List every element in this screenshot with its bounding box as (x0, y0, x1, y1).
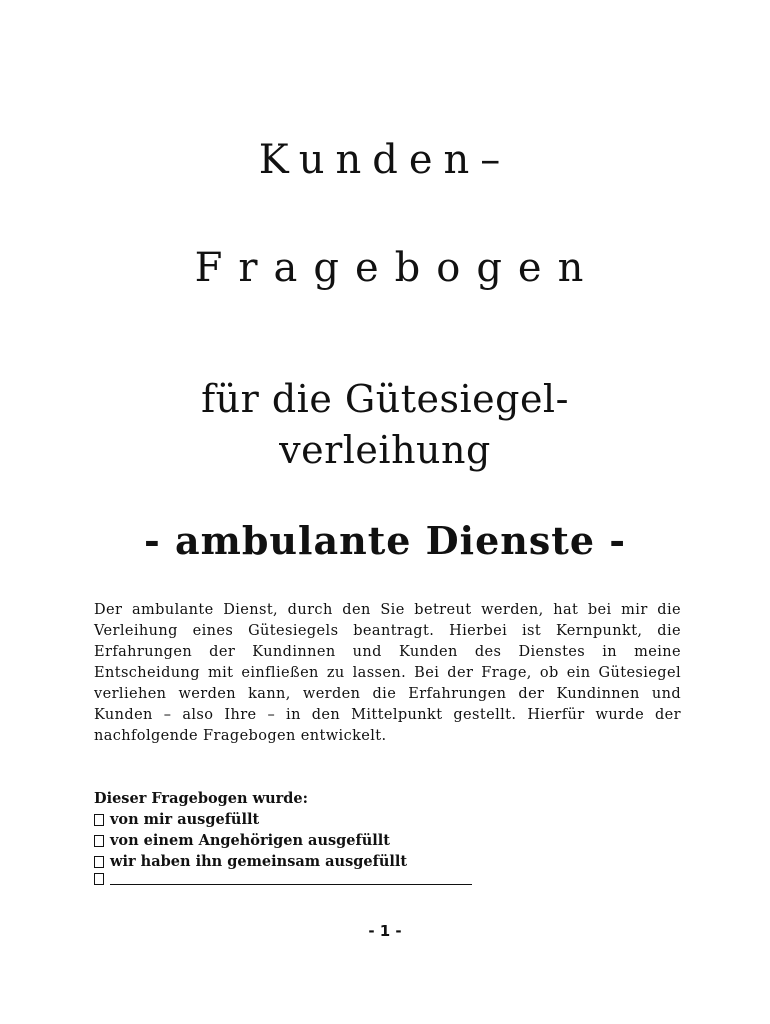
checklist-option-label: von mir ausgefüllt (110, 811, 260, 828)
checklist-heading (94, 788, 594, 809)
checkbox[interactable] (94, 873, 104, 885)
page-number: - 1 - (368, 922, 402, 940)
checklist-option-label: von einem Angehörigen ausgefüllt (110, 832, 391, 849)
checkbox[interactable] (94, 814, 104, 826)
blank-fill-in-line[interactable] (110, 872, 472, 885)
title-line-verleihung: verleihung (279, 428, 491, 472)
title-line-guetesiegel: für die Gütesiegel- (201, 377, 569, 421)
title-line-fragebogen: Fragebogen (194, 245, 600, 291)
subtitle-ambulante-dienste: - ambulante Dienste - (144, 518, 626, 563)
checklist-option (94, 809, 594, 830)
checkbox[interactable] (94, 856, 104, 868)
checklist-option (94, 851, 594, 872)
intro-paragraph: Der ambulante Dienst, durch den Sie betreut werden, hat bei mir die Verleihung eines Gütesiegels beantragt. Hierbei ist Kernpunkt, die Erfahrungen der Kundinnen und Kunden des Dienstes in meine Entscheidung mit einfließen zu lassen. Bei der Frage, ob ein Gütesiegel verliehen werden kann, werden die Erfahrungen der Kundinnen und Kunden – also Ihre – in den Mittelpunkt gestellt. Hierfür wurde der nachfolgende Fragebogen entwickelt. (94, 602, 681, 744)
title-line-kunden: Kunden– (258, 137, 512, 183)
checklist-option (94, 830, 594, 851)
checkbox[interactable] (94, 835, 104, 847)
checklist-heading-text: Dieser Fragebogen wurde: (94, 790, 308, 807)
checklist-option-other (94, 872, 594, 885)
completion-checklist (94, 788, 594, 885)
checklist-option-label: wir haben ihn gemeinsam ausgefüllt (110, 853, 408, 870)
